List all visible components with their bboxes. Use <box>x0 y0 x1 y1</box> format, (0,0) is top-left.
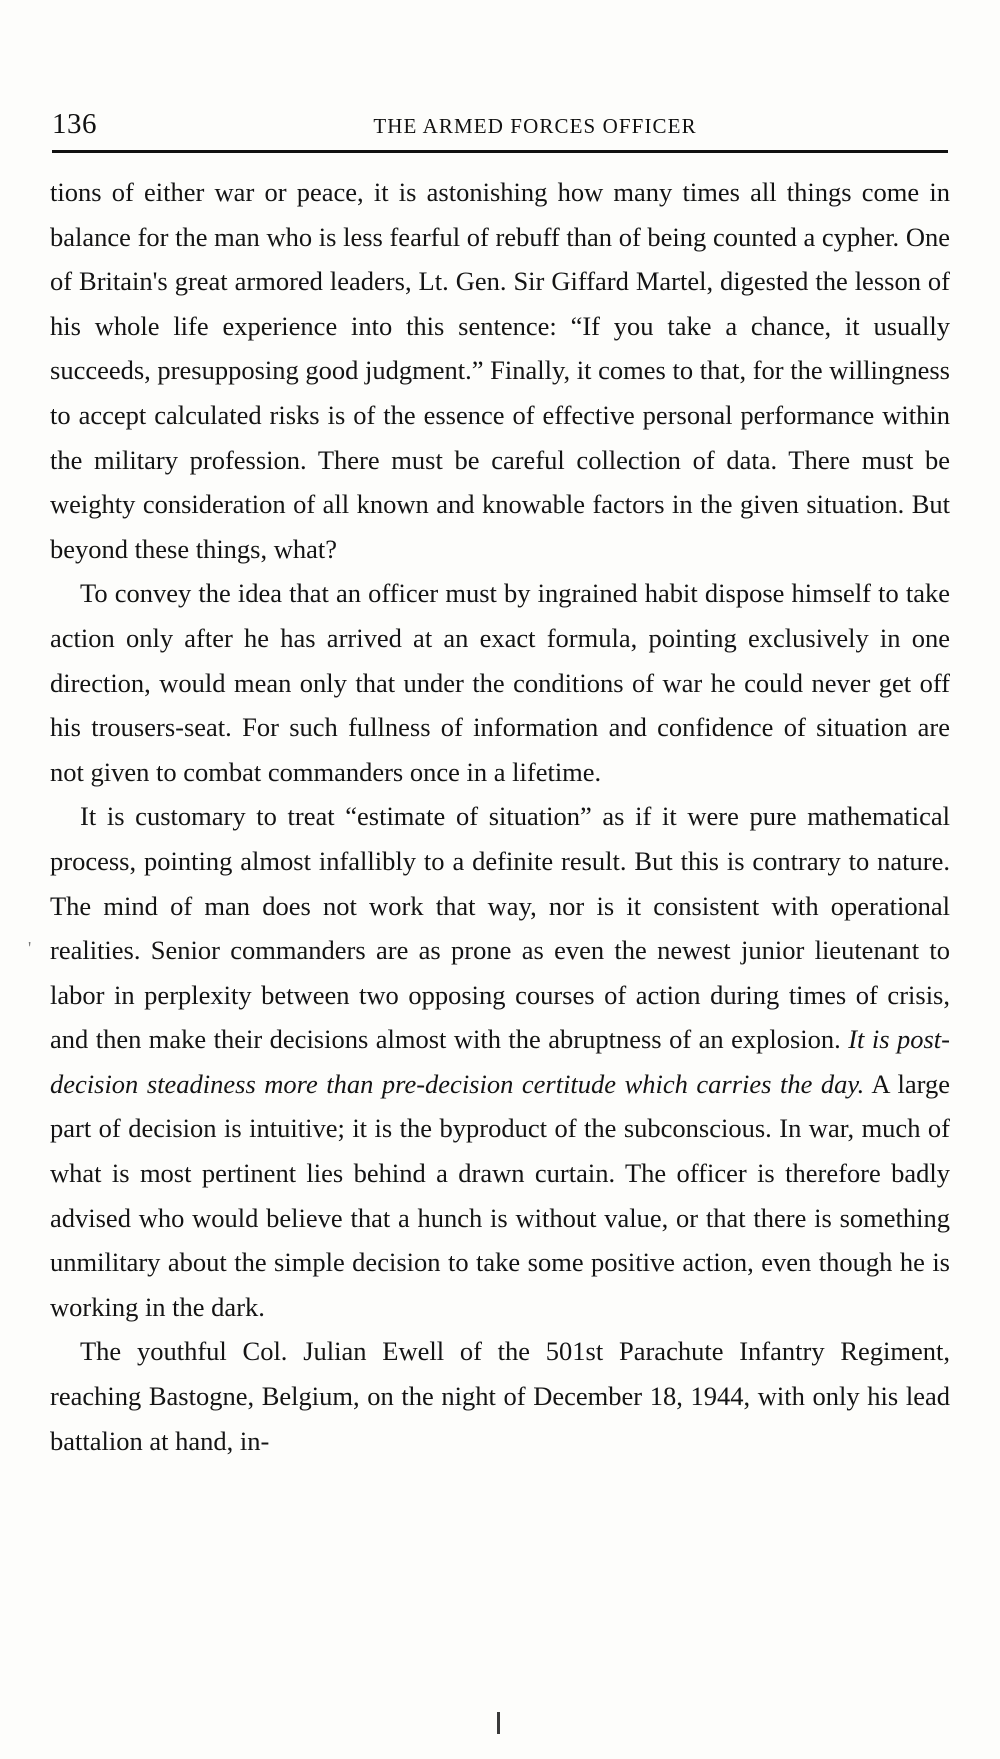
paragraph-customary-tail: A large part of decision is intuitive; it is the byproduct of the subconscious. In war, much of what is most pertinent lies behind a drawn curtain. The officer is therefore badly advised who would believe that a hunch is without value, or that there is something unmilitary about the simple decision to take some positive action, even though he is working in the dark. <box>50 1068 950 1322</box>
page-body <box>50 170 950 1463</box>
header-rule <box>52 150 948 153</box>
paragraph-continued: tions of either war or peace, it is astonishing how many times all things come in balance for the man who is less fearful of rebuff than of being counted a cypher. One of Britain's great armored leaders, Lt. Gen. Sir Giffard Martel, digested the lesson of his whole life experience into this sentence: “If you take a chance, it usually succeeds, presupposing good judgment.” Finally, it comes to that, for the willingness to accept calculated risks is of the essence of effective personal performance within the military profession. There must be careful collection of data. There must be weighty consideration of all known and knowable factors in the given situation. But beyond these things, what? <box>50 177 950 564</box>
margin-mark: ' <box>28 938 32 958</box>
page-number: 136 <box>52 108 97 140</box>
page-header <box>52 108 948 150</box>
paragraph-customary <box>50 794 950 1329</box>
running-head: THE ARMED FORCES OFFICER <box>373 114 697 138</box>
paragraph-convey: To convey the idea that an officer must by ingrained habit dispose himself to take action only after he has arrived at an exact formula, pointing exclusively in one direction, would mean only that under the conditions of war he could never get off his trousers-seat. For such fullness of information and confidence of situation are not given to combat commanders once in a lifetime. <box>50 578 950 787</box>
gutter-mark <box>497 1712 500 1734</box>
paragraph-ewell: The youthful Col. Julian Ewell of the 501st Parachute Infantry Regiment, reaching Bastogne, Belgium, on the night of December 18, 1944, with only his lead battalion at hand, in- <box>50 1336 950 1456</box>
paragraph-customary-lead: It is customary to treat “estimate of situation” as if it were pure mathematical process, pointing almost infallibly to a definite result. But this is contrary to nature. The mind of man does not work that way, nor is it consistent with operational realities. Senior commanders are as prone as even the newest junior lieutenant to labor in perplexity between two opposing courses of action during times of crisis, and then make their decisions almost with the abruptness of an explosion. <box>50 801 950 1055</box>
paragraph-customary-emphasis: It is post-decision steadiness more than pre-decision certitude which carries the day. <box>50 1024 950 1099</box>
